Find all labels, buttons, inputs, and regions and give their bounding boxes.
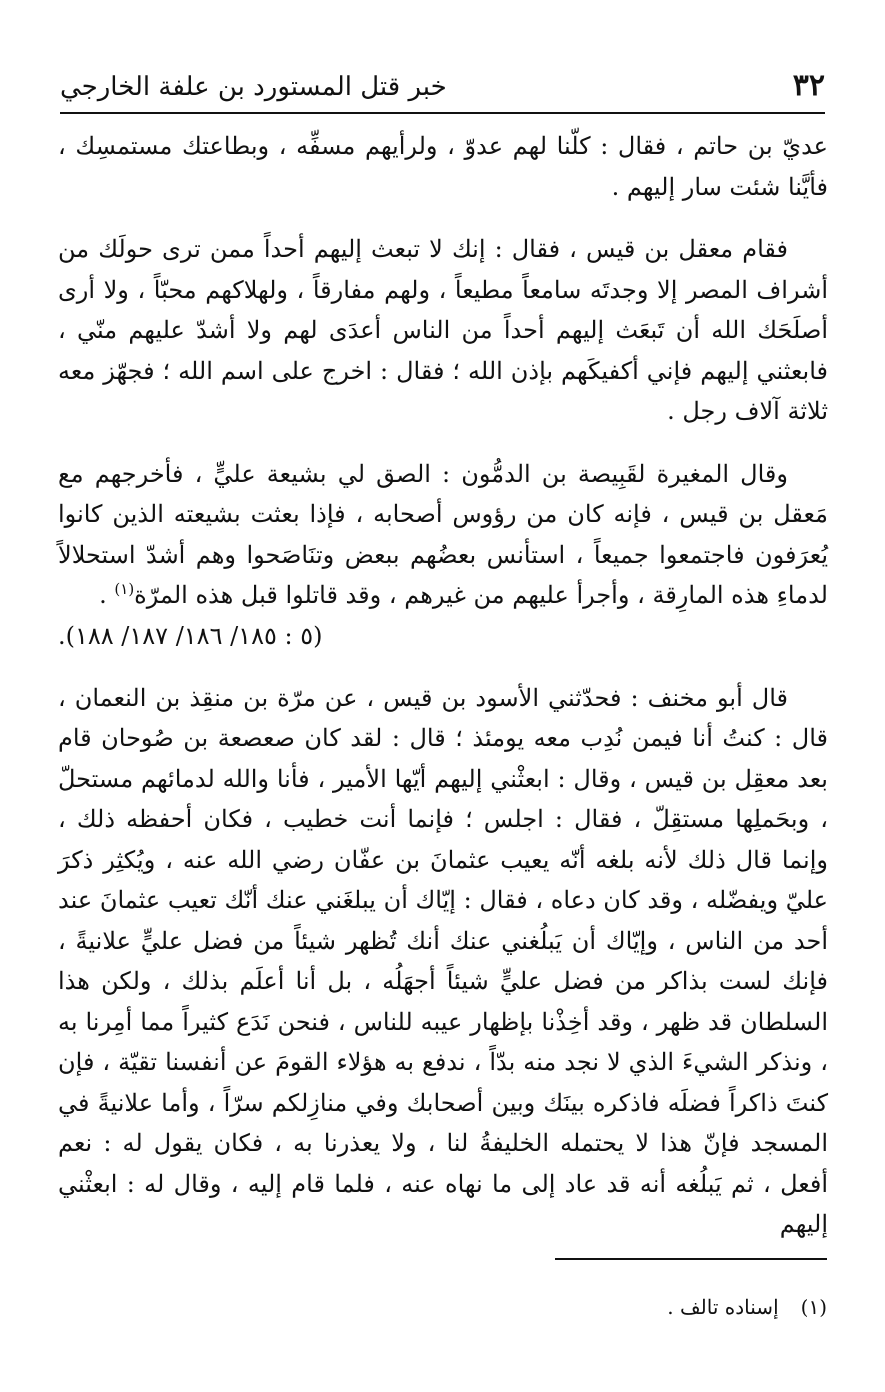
paragraph-2: فقام معقل بن قيس ، فقال : إنك لا تبعث إليهم أحداً ممن ترى حولَك من أشراف المصر إلا وجدتَه سامعاً مطيعاً ، ولهم مفارقاً ، ولهلاكهم محبّاً ، ولا أرى أصلَحَك الله أن تَبعَث إليهم أحداً من الناس أعدَى لهم ولا أشدّ عليهم منّي ، فابعثني إليهم فإني أكفيكَهم بإذن الله ؛ فقال : اخرج على اسم الله ؛ فجهّز معه ثلاثة آلاف رجل .	[58, 235, 828, 425]
footnote-text: إسناده تالف .	[667, 1295, 779, 1319]
paragraph-3	[58, 454, 828, 616]
running-title: خبر قتل المستورد بن علفة الخارجي	[60, 72, 447, 102]
page-header	[60, 62, 825, 114]
footnote	[67, 1292, 827, 1322]
paragraph-1: عديّ بن حاتم ، فقال : كلّنا لهم عدوّ ، ولرأيهم مسفِّه ، وبطاعتك مستمسِك ، فأيَّنا شئت سار إليهم .	[58, 132, 828, 201]
paragraph-3-text: وقال المغيرة لقَبِيصة بن الدمُّون : الصق لي بشيعة عليٍّ ، فأخرجهم مع مَعقل بن قيس ، فإنه كان من رؤوس أصحابه ، فإذا بعثت بشيعته الذين كانوا يُعرَفون فاجتمعوا جميعاً ، استأنس بعضُهم ببعض وتنَاصَحوا وهم أشدّ استحلالاً لدماءِ هذه المارِقة ، وأجرأ عليهم من غيرهم ، وقد قاتلوا قبل هذه المرّة	[58, 459, 829, 609]
body-text	[58, 126, 828, 1245]
footnote-divider	[555, 1258, 827, 1260]
source-reference: (٥ : ١٨٥/ ١٨٦/ ١٨٧/ ١٨٨).	[58, 621, 323, 650]
footnote-number: (١)	[800, 1295, 827, 1319]
paragraph-3-tail: .	[99, 581, 115, 609]
footnote-reference-mark: (١)	[114, 580, 135, 598]
paragraph-4: قال أبو مخنف : فحدّثني الأسود بن قيس ، عن مرّة بن منقِذ بن النعمان ، قال : كنتُ أنا فيمن نُدِب معه يومئذ ؛ قال : لقد كان صعصعة بن صُوحان قام بعد معقِل بن قيس ، وقال : ابعثْني إليهم أيّها الأمير ، فأنا والله لدمائهم مستحلّ ، وبحَملِها مستقِلّ ، فقال : اجلس ؛ فإنما أنت خطيب ، فكان أحفظه ذلك ، وإنما قال ذلك لأنه بلغه أنّه يعيب عثمانَ بن عفّان رضي الله عنه ، ويُكثِر ذكرَ عليّ ويفضّله ، وقد كان دعاه ، فقال : إيّاك أن يبلغَني عنك أنّك تعيب عثمانَ عند أحد من الناس ، وإيّاك أن يَبلُغني عنك أنك تُظهر شيئاً من فضل عليٍّ علانيةً ، فإنك لست بذاكر من فضل عليٍّ شيئاً أجهَلُه ، بل أنا أعلَم بذلك ، ولكن هذا السلطان قد ظهر ، وقد أخِذْنا بإظهار عيبه للناس ، فنحن نَدَع كثيراً مما أمِرنا به ، ونذكر الشيءَ الذي لا نجد منه بدّاً ، ندفع به هؤلاء القومَ عن أنفسنا تقيّة ، فإن كنتَ ذاكراً فضلَه فاذكره بينَك وبين أصحابك وفي منازِلكم سرّاً ، وأما علانيةً في المسجد فإنّ هذا لا يحتمله الخليفةُ لنا ، ولا يعذرنا به ، فكان يقول له : نعم أفعل ، ثم يَبلُغه أنه قد عاد إلى ما نهاه عنه ، فلما قام إليه ، وقال له : ابعثْني إليهم	[58, 683, 829, 1238]
page-number: ٣٢	[792, 68, 825, 103]
